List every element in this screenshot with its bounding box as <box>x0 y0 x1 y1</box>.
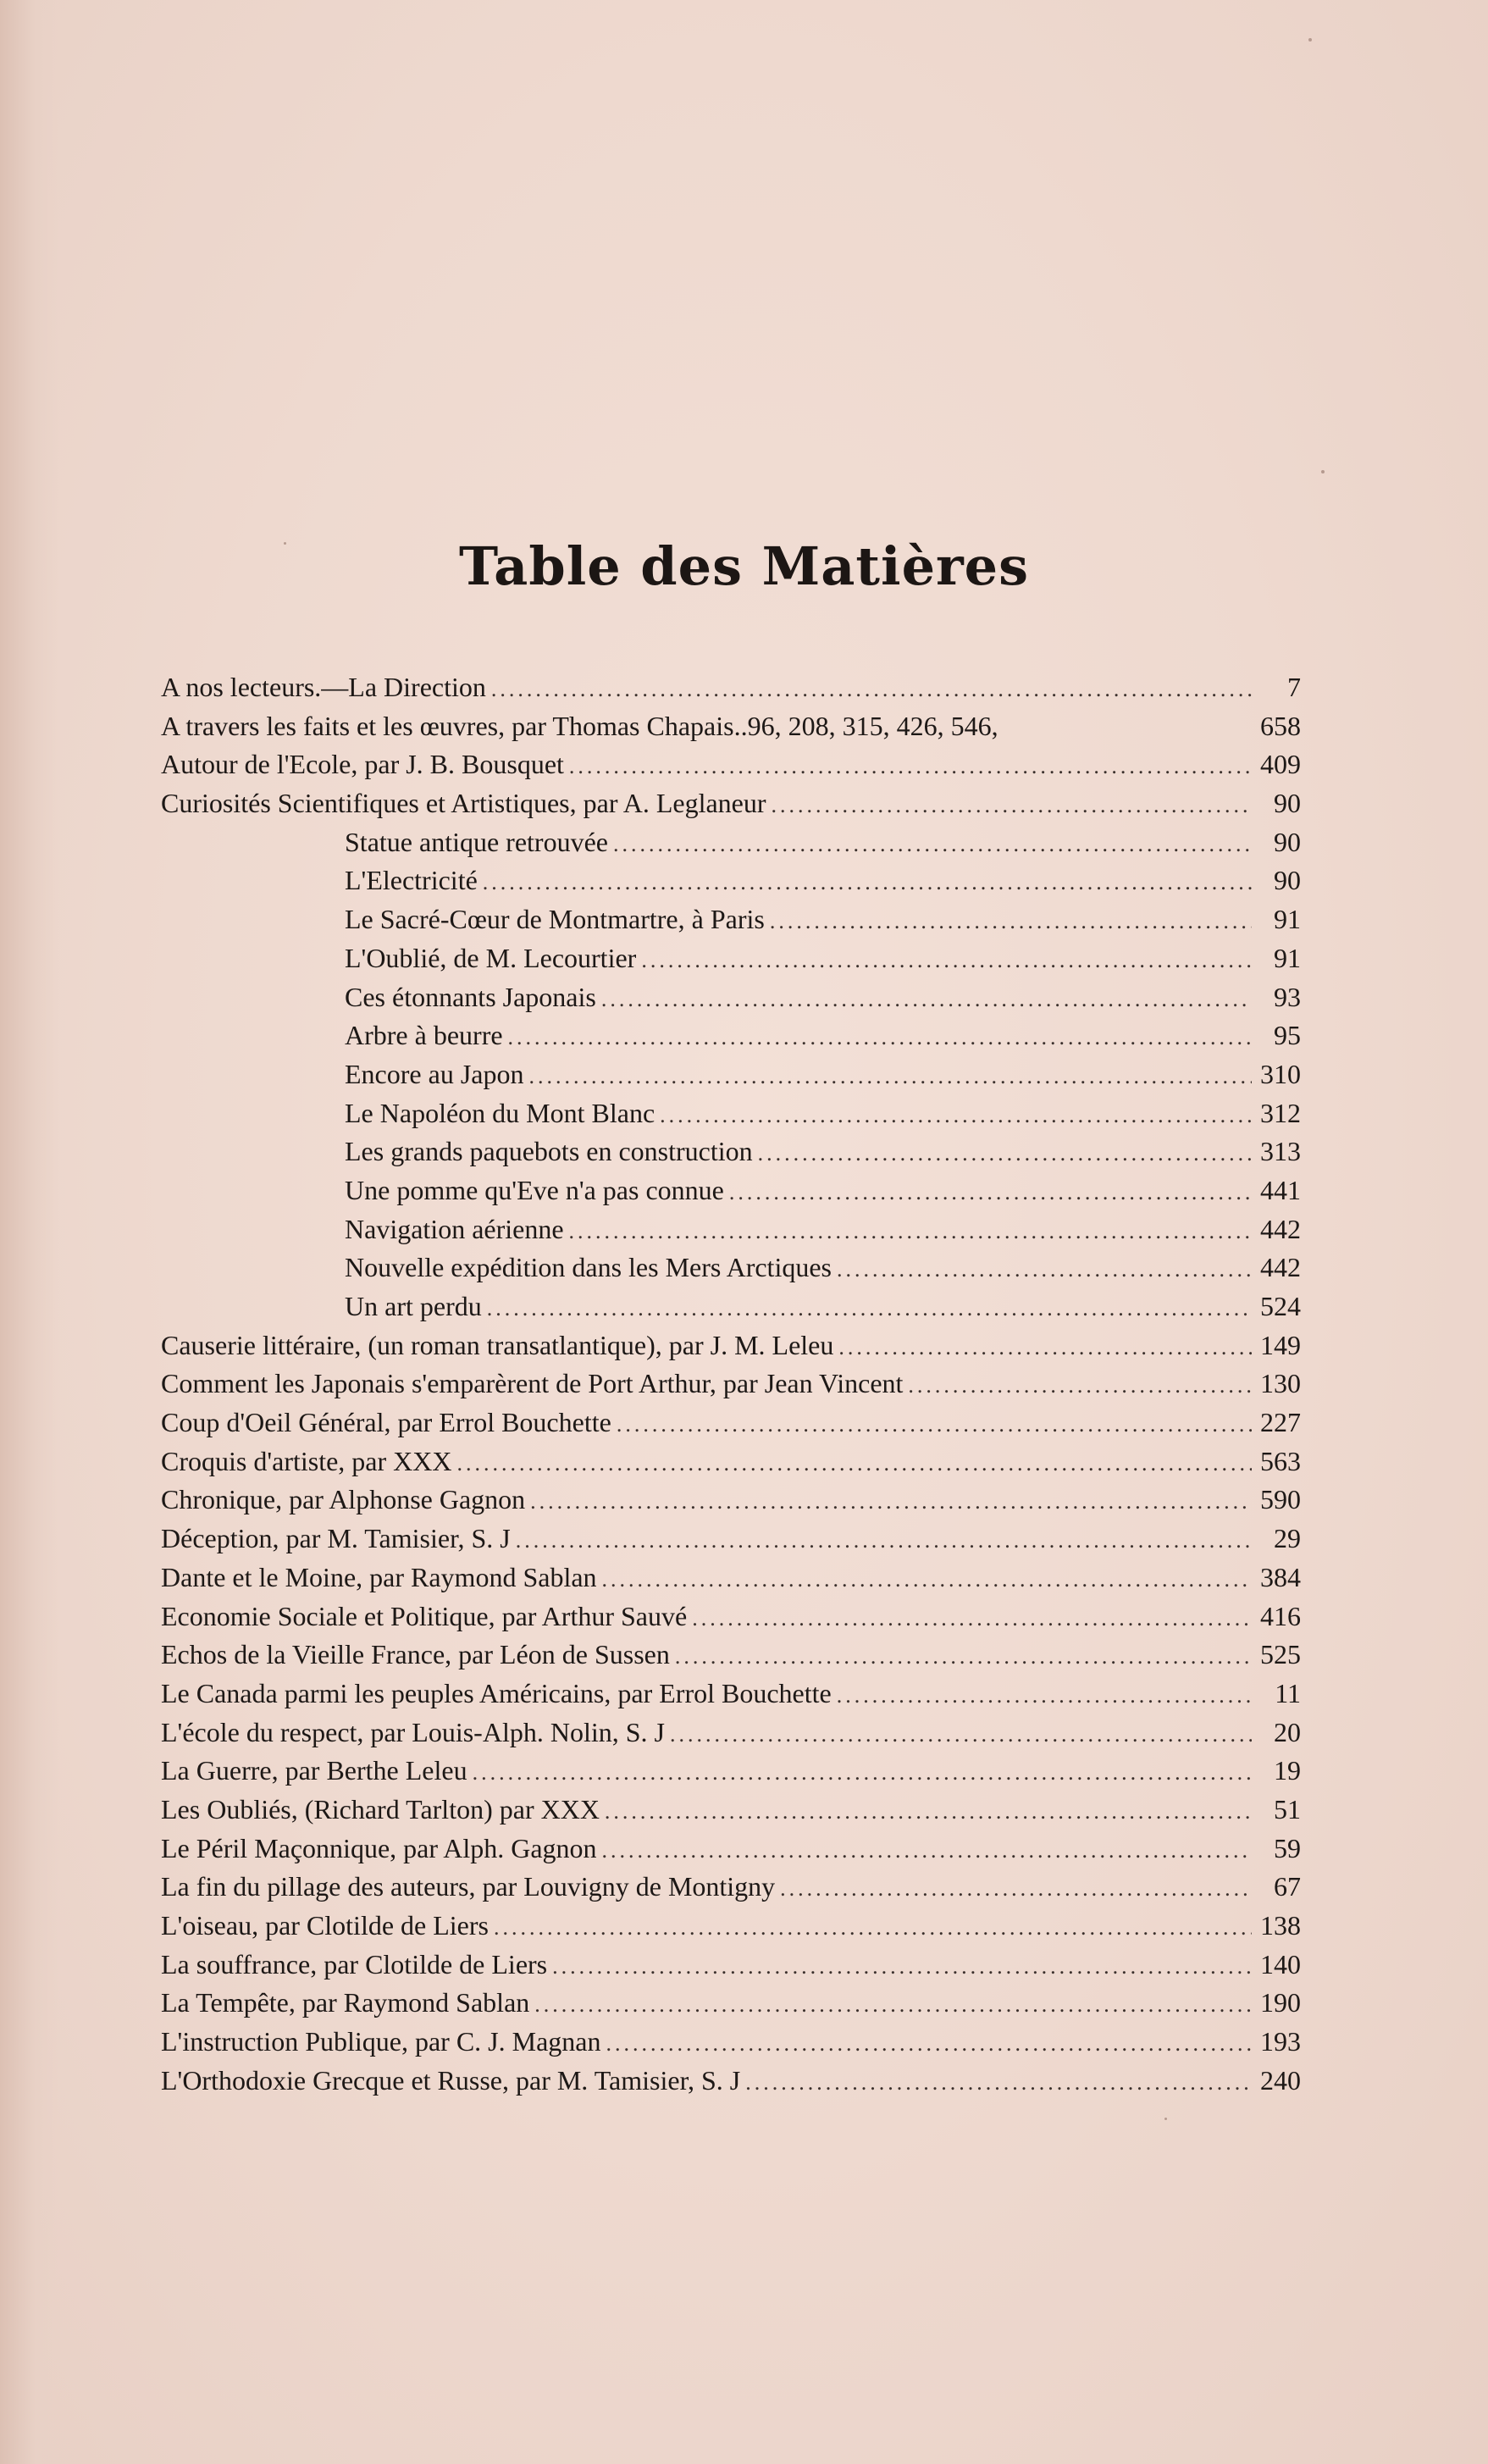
toc-entry-title: Comment les Japonais s'emparèrent de Port Arthur, par Jean Vincent <box>161 1368 904 1399</box>
toc-subentry <box>161 865 1301 904</box>
dot-leader <box>483 870 1252 895</box>
toc-entry-title: Statue antique retrouvée <box>345 826 608 857</box>
table-of-contents <box>161 672 1301 2103</box>
toc-entry <box>161 672 1301 711</box>
dot-leader <box>473 1760 1252 1786</box>
dot-leader <box>670 1722 1252 1747</box>
dot-leader <box>516 1528 1252 1553</box>
toc-entry <box>161 1794 1301 1833</box>
toc-subentry <box>161 1214 1301 1253</box>
toc-page-number: 20 <box>1274 1716 1301 1747</box>
toc-page-number: 140 <box>1260 1948 1301 1980</box>
dot-leader <box>660 1103 1252 1128</box>
paper-speck <box>284 542 286 545</box>
toc-page-number: 11 <box>1275 1677 1301 1708</box>
toc-page-number: 29 <box>1274 1523 1301 1554</box>
toc-entry <box>161 1368 1301 1407</box>
dot-leader <box>456 1451 1252 1476</box>
toc-page-number: 442 <box>1260 1213 1301 1244</box>
dot-leader <box>675 1644 1252 1669</box>
toc-entry-title: A nos lecteurs.—La Direction <box>161 672 486 702</box>
toc-entry <box>161 1949 1301 1988</box>
toc-page-number: 416 <box>1260 1600 1301 1631</box>
dot-leader <box>605 1799 1252 1824</box>
toc-entry-title: Croquis d'artiste, par XXX <box>161 1445 452 1476</box>
toc-entry-title: L'Orthodoxie Grecque et Russe, par M. Tamisier, S. J <box>161 2064 741 2096</box>
toc-entry <box>161 1330 1301 1369</box>
dot-leader <box>692 1606 1252 1631</box>
toc-page-number: 409 <box>1260 749 1301 780</box>
toc-entry-title: L'oiseau, par Clotilde de Liers <box>161 1910 489 1941</box>
dot-leader <box>729 1180 1252 1205</box>
dot-leader <box>487 1296 1252 1321</box>
toc-entry <box>161 1446 1301 1485</box>
paper-speck <box>1308 38 1312 42</box>
dot-leader <box>491 677 1252 702</box>
toc-entry-title: Causerie littéraire, (un roman transatlantique), par J. M. Leleu <box>161 1329 834 1360</box>
toc-subentry <box>161 1059 1301 1098</box>
toc-subentry <box>161 982 1301 1021</box>
paper-speck <box>1164 2118 1167 2120</box>
toc-subentry <box>161 1020 1301 1059</box>
toc-entry <box>161 1755 1301 1794</box>
toc-page-number: 441 <box>1260 1174 1301 1205</box>
toc-page-number: 524 <box>1260 1291 1301 1321</box>
toc-page-number: 95 <box>1274 1020 1301 1051</box>
dot-leader <box>602 1567 1252 1592</box>
dot-leader <box>641 948 1252 973</box>
dot-leader <box>552 1954 1252 1980</box>
toc-entry <box>161 1523 1301 1562</box>
dot-leader <box>569 1219 1252 1244</box>
toc-entry-title: Coup d'Oeil Général, par Errol Bouchette <box>161 1407 611 1438</box>
toc-entry-title: Les grands paquebots en construction <box>345 1136 753 1167</box>
dot-leader <box>837 1257 1252 1282</box>
toc-entry-title: Nouvelle expédition dans les Mers Arctiques <box>345 1252 832 1283</box>
dot-leader <box>601 987 1252 1012</box>
page-title: Table des Matières <box>458 534 1030 597</box>
paper-speck <box>1321 470 1325 473</box>
toc-page-number: 442 <box>1260 1252 1301 1283</box>
toc-page-number: 90 <box>1274 865 1301 896</box>
toc-entry-title: Echos de la Vieille France, par Léon de Sussen <box>161 1639 670 1670</box>
dot-leader <box>508 1025 1252 1050</box>
toc-page-number: 563 <box>1260 1445 1301 1476</box>
toc-page-number: 90 <box>1274 826 1301 857</box>
dot-leader <box>908 1373 1252 1398</box>
toc-entry-title: Ces étonnants Japonais <box>345 981 596 1012</box>
dot-leader <box>770 909 1252 934</box>
toc-entry-title: La Tempête, par Raymond Sablan <box>161 1987 530 2018</box>
toc-page-number: 310 <box>1260 1058 1301 1089</box>
toc-entry <box>161 1833 1301 1872</box>
toc-page-number: 590 <box>1260 1484 1301 1515</box>
toc-entry <box>161 1678 1301 1717</box>
dot-leader <box>758 1141 1252 1166</box>
toc-entry-title: Le Péril Maçonnique, par Alph. Gagnon <box>161 1832 597 1863</box>
toc-page-number: 67 <box>1274 1871 1301 1902</box>
toc-page-number: 658 <box>1260 710 1301 741</box>
toc-entry-title: L'Oublié, de M. Lecourtier <box>345 942 637 973</box>
toc-entry <box>161 749 1301 788</box>
toc-entry <box>161 788 1301 827</box>
toc-page-number: 51 <box>1274 1793 1301 1824</box>
toc-entry-title: L'instruction Publique, par C. J. Magnan <box>161 2026 601 2057</box>
dot-leader <box>772 793 1252 818</box>
toc-entry <box>161 1407 1301 1446</box>
dot-leader <box>528 1064 1252 1089</box>
toc-entry-title: Arbre à beurre <box>345 1020 503 1051</box>
toc-entry <box>161 711 1301 750</box>
toc-entry-title: Curiosités Scientifiques et Artistiques, par A. Leglaneur <box>161 788 766 819</box>
toc-page-number: 91 <box>1274 904 1301 935</box>
toc-entry-title: La Guerre, par Berthe Leleu <box>161 1755 467 1786</box>
toc-entry <box>161 1562 1301 1601</box>
toc-entry-title: Le Sacré-Cœur de Montmartre, à Paris <box>345 904 765 935</box>
toc-subentry <box>161 1175 1301 1214</box>
toc-entry-title: Encore au Japon <box>345 1058 524 1089</box>
toc-page-number: 313 <box>1260 1136 1301 1167</box>
toc-entry-title: L'Electricité <box>345 865 478 896</box>
toc-entry <box>161 1484 1301 1523</box>
toc-entry <box>161 2065 1301 2104</box>
toc-subentry <box>161 1252 1301 1291</box>
toc-page-number: 91 <box>1274 942 1301 973</box>
toc-page-number: 90 <box>1274 788 1301 819</box>
toc-page-number: 19 <box>1274 1755 1301 1786</box>
toc-page-number: 7 <box>1287 672 1301 702</box>
toc-entry-title: Un art perdu <box>345 1291 482 1321</box>
toc-entry-title: A travers les faits et les œuvres, par Thomas Chapais..96, 208, 315, 426, 546, <box>161 710 998 741</box>
dot-leader <box>569 754 1252 779</box>
toc-subentry <box>161 904 1301 943</box>
toc-entry-title: Autour de l'Ecole, par J. B. Bousquet <box>161 749 564 780</box>
toc-subentry <box>161 1136 1301 1175</box>
toc-page-number: 190 <box>1260 1987 1301 2018</box>
toc-page-number: 384 <box>1260 1561 1301 1592</box>
toc-entry-title: L'école du respect, par Louis-Alph. Nolin, S. J <box>161 1716 665 1747</box>
dot-leader <box>602 1838 1252 1863</box>
toc-entry-title: Déception, par M. Tamisier, S. J <box>161 1523 511 1554</box>
binding-gutter-shadow <box>0 0 59 2464</box>
toc-entry-title: Dante et le Moine, par Raymond Sablan <box>161 1561 597 1592</box>
toc-subentry <box>161 1291 1301 1330</box>
toc-entry <box>161 1987 1301 2026</box>
toc-entry-title: Economie Sociale et Politique, par Arthur Sauvé <box>161 1600 688 1631</box>
toc-page-number: 312 <box>1260 1097 1301 1128</box>
toc-page-number: 59 <box>1274 1832 1301 1863</box>
toc-subentry <box>161 1098 1301 1137</box>
toc-entry <box>161 1910 1301 1949</box>
dot-leader <box>494 1915 1252 1941</box>
toc-entry-title: La fin du pillage des auteurs, par Louvigny de Montigny <box>161 1871 776 1902</box>
toc-page-number: 240 <box>1260 2064 1301 2096</box>
toc-entry-title: La souffrance, par Clotilde de Liers <box>161 1948 548 1980</box>
toc-entry-title: Chronique, par Alphonse Gagnon <box>161 1484 526 1515</box>
toc-entry <box>161 1601 1301 1640</box>
dot-leader <box>745 2070 1252 2096</box>
dot-leader <box>838 1335 1252 1360</box>
toc-entry <box>161 1871 1301 1910</box>
toc-entry-title: Le Canada parmi les peuples Américains, par Errol Bouchette <box>161 1677 832 1708</box>
toc-subentry <box>161 943 1301 982</box>
dot-leader <box>617 1412 1252 1437</box>
toc-entry-title: Les Oubliés, (Richard Tarlton) par XXX <box>161 1793 600 1824</box>
dot-leader <box>837 1683 1252 1708</box>
dot-leader <box>606 2031 1252 2057</box>
dot-leader <box>780 1876 1252 1902</box>
toc-subentry <box>161 827 1301 866</box>
toc-page-number: 227 <box>1260 1407 1301 1438</box>
toc-entry-title: Une pomme qu'Eve n'a pas connue <box>345 1174 724 1205</box>
toc-entry-title: Navigation aérienne <box>345 1213 564 1244</box>
toc-page-number: 130 <box>1260 1368 1301 1399</box>
toc-entry <box>161 2026 1301 2065</box>
toc-page-number: 525 <box>1260 1639 1301 1670</box>
toc-entry-title: Le Napoléon du Mont Blanc <box>345 1097 655 1128</box>
toc-page-number: 149 <box>1260 1329 1301 1360</box>
toc-page-number: 193 <box>1260 2026 1301 2057</box>
toc-entry <box>161 1717 1301 1756</box>
dot-leader <box>530 1489 1252 1514</box>
dot-leader <box>534 1992 1252 2018</box>
toc-entry <box>161 1639 1301 1678</box>
dot-leader <box>613 832 1252 857</box>
toc-page-number: 93 <box>1274 981 1301 1012</box>
toc-page-number: 138 <box>1260 1910 1301 1941</box>
